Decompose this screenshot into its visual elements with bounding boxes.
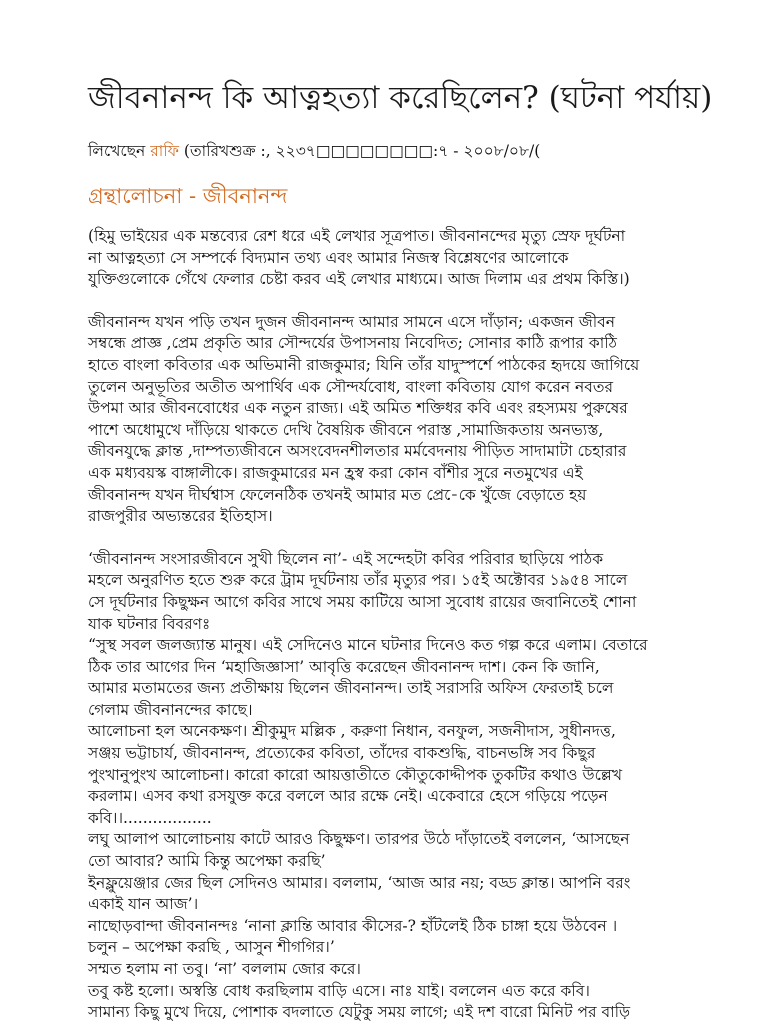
text-line: যাক ঘটনার বিবরণঃ [88,614,211,633]
text-line: সঞ্জয় ভট্টাচার্য, জীবনানন্দ, প্রত্যেকের কবিতা, তাঁদের বাকশুদ্ধি, বাচনভঙ্গি সব কিছুর [88,744,596,763]
text-line: গেলাম জীবনানন্দের কাছে। [88,700,253,719]
text-line: পাশে অধোমুখে দাঁড়িয়ে থাকতে দেখি বৈষয়িক জীবনে পরাস্ত ,সামাজিকতায় অনভ্যস্ত, [88,420,604,439]
text-line: সামান্য কিছু মুখে দিয়ে, পোশাক বদলাতে যেটুকু সময় লাগে; এই দশ বারো মিনিট পর বাড়ি [88,1003,631,1022]
category-separator: - [182,184,203,208]
text-line: ‘জীবনানন্দ সংসারজীবনে সুখী ছিলেন না’- এই সন্দেহটা কবির পরিবার ছাড়িয়ে পাঠক [88,549,604,568]
section-heading [88,182,728,210]
text-line: “সুস্থ সবল জলজ্যান্ত মানুষ। এই সেদিনেও মানে ঘটনার দিনেও কত গল্প করে এলাম। বেতারে [88,636,648,655]
article-body [88,226,728,1024]
text-line: তবু কষ্ট হলো। অস্বস্তি বোধ করছিলাম বাড়ি এসে। নাঃ যাই। বললেন এত করে কবি। [88,981,590,1000]
text-line: চলুন – অপেক্ষা করছি , আসুন শীগগির।’ [88,938,335,957]
text-line: যুক্তিগুলোকে গেঁথে ফেলার চেষ্টা করব এই লেখার মাধ্যমে। আজ দিলাম এর প্রথম কিস্তি।) [88,270,630,289]
byline-date: (তারিখশুক্র :, ২২৩৭□□□□□□□□:৭ - ২০০৮/০৮/( [179,142,541,160]
text-line: আলোচনা হল অনেকক্ষণ। শ্রীকুমুদ মল্লিক , করুণা নিধান, বনফুল, সজনীদাস, সুধীনদত্ত, [88,722,616,741]
text-line: রাজপুরীর অভ্যন্তরের ইতিহাস। [88,507,273,526]
text-line: সম্বন্ধে প্রাজ্ঞ ,প্রেম প্রকৃতি আর সৌন্দর্যের উপাসনায় নিবেদিত; সোনার কাঠি রূপার কাঠি [88,334,617,353]
text-line: নাছোড়বান্দা জীবনানন্দঃ ‘নানা ক্লান্তি আবার কীসের-? হাঁটলেই ঠিক চাঙ্গা হয়ে উঠবেন । [88,916,618,935]
text-line: লঘু আলাপ আলোচনায় কাটে আরও কিছুক্ষণ। তারপর উঠে দাঁড়াতেই বললেন, ‘আসছেন [88,830,630,849]
text-line: তুলেন অনুভূতির অতীত অপার্থিব এক সৌন্দর্যবোধ, বাংলা কবিতায় যোগ করেন নবতর [88,377,614,396]
text-line: হাতে বাংলা কবিতার এক অভিমানী রাজকুমার; যিনি তাঁর যাদুস্পর্শে পাঠকের হৃদয়ে জাগিয়ে [88,355,640,374]
text-line: উপমা আর জীবনবোধের এক নতুন রাজ্য। এই অমিত শক্তিধর কবি এবং রহস্যময় পুরুষের [88,399,628,418]
text-line: ইনফ্লুয়েঞ্জার জের ছিল সেদিনও আমার। বললাম, ‘আজ আর নয়; বড্ড ক্লান্ত। আপনি বরং [88,873,631,892]
quoted-account [88,635,728,1024]
category-link-jibanananda[interactable]: জীবনানন্দ [202,184,288,208]
category-link-book-review[interactable]: গ্রন্থালোচনা [88,184,183,208]
text-line: করলাম। এসব কথা রসযুক্ত করে বললে আর রক্ষে নেই। একেবারে হেসে গড়িয়ে পড়েন [88,787,608,806]
text-line: (হিমু ভাইয়ের এক মন্তব্যের রেশ ধরে এই লেখার সূত্রপাত। জীবনানন্দের মৃত্যু স্রেফ দূর্ঘটনা [88,227,626,245]
text-line: জীবনানন্দ যখন দীর্ঘশ্বাস ফেলেনঠিক তখনই আমার মত প্রে-েকে খুঁজে বেড়াতে হয় [88,485,587,504]
text-line: মহলে অনুরণিত হতে শুরু করে ট্রাম দূর্ঘটনায় তাঁর মৃত্যুর পর। ১৫ই অক্টোবর ১৯৫৪ সালে [88,571,628,590]
text-line: কবি।।.................. [88,808,212,827]
paragraph-2 [88,549,728,635]
paragraph-1 [88,312,728,528]
text-line: সম্মত হলাম না তবু। ‘না’ বললাম জোর করে। [88,960,361,978]
text-line: একাই যান আজ’। [88,895,199,914]
byline-prefix: লিখেছেন [88,142,151,160]
text-line: তো আবার? আমি কিন্তু অপেক্ষা করছি’ [88,852,326,871]
author-link[interactable]: রাফি [150,142,179,160]
text-line: ঠিক তার আগের দিন ‘মহাজিজ্ঞাসা’ আবৃত্তি করেছেন জীবনানন্দ দাশ। কেন কি জানি, [88,657,600,676]
text-line: জীবনযুদ্ধে ক্লান্ত ,দাম্পত্যজীবনে অসংবেদনশীলতার মর্মবেদনায় পীড়িত সাদামাটা চেহারার [88,442,627,461]
text-line: এক মধ্যবয়স্ক বাঙ্গালীকে। রাজকুমারের মন হ্রস্ব করা কোন বাঁশীর সুরে নতমুখের এই [88,463,583,482]
intro-paragraph [88,226,728,291]
article-title: জীবনানন্দ কি আত্নহত্যা করেছিলেন? (ঘটনা পর্যায়) [88,80,713,116]
byline [88,140,728,162]
text-line: সে দূর্ঘটনার কিছুক্ষন আগে কবির সাথে সময় কাটিয়ে আসা সুবোধ রায়ের জবানিতেই শোনা [88,592,637,611]
text-line: না আত্নহত্যা সে সম্পর্কে বিদ্যমান তথ্য এবং আমার নিজস্ব বিশ্লেষণের আলোকে [88,248,569,267]
text-line: পুংখানুপুংখ আলোচনা। কারো কারো আয়ত্তাতীতে কৌতুকোদ্দীপক তুকটির কথাও উল্লেখ [88,765,623,784]
text-line: জীবনানন্দ যখন পড়ি তখন দুজন জীবনানন্দ আমার সামনে এসে দাঁড়ান; একজন জীবন [88,312,616,331]
text-line: আমার মতামতের জন্য প্রতীক্ষায় ছিলেন জীবনানন্দ। তাই সরাসরি অফিস ফেরতাই চলে [88,679,614,698]
